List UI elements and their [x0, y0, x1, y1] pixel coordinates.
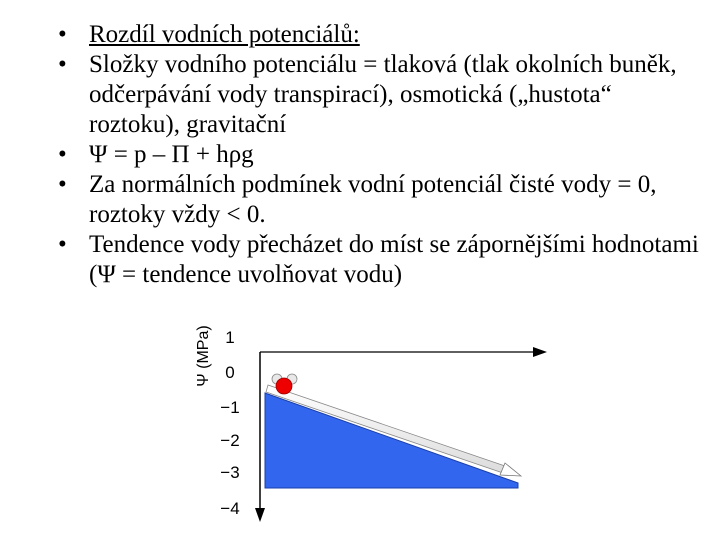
y-tick-label: −3 — [220, 463, 240, 482]
x-axis-arrow-icon — [533, 347, 547, 357]
bullet-text: Složky vodního potenciálu = tlaková (tlak okolních buněk, odčerpávání vody transpirací), osmotická („hustota“ roztoku), gravitační — [89, 51, 677, 138]
bullet-dot: • — [58, 21, 67, 48]
y-tick-label: 0 — [225, 363, 235, 382]
bullet-dot: • — [58, 141, 67, 168]
bullet-equation-text: Ψ = p – Π + hρg — [89, 141, 254, 168]
y-axis-arrow-icon — [255, 508, 265, 522]
bullet-text: Tendence vody přecházet do míst se zápornějšími hodnotami (Ψ = tendence uvolňovat vodu) — [89, 231, 699, 288]
y-tick-label: −4 — [220, 499, 240, 518]
bullet-heading-text: Rozdíl vodních potenciálů: — [89, 21, 360, 48]
y-tick-label: −2 — [220, 431, 240, 450]
bullet-dot: • — [58, 231, 67, 258]
potential-slope-area — [265, 393, 518, 488]
y-axis-label: Ψ (MPa) — [195, 325, 212, 387]
y-tick-labels — [220, 328, 239, 518]
bullet-dot: • — [58, 171, 67, 198]
bullet-text: Za normálních podmínek vodní potenciál čisté vody = 0, roztoky vždy < 0. — [89, 171, 657, 228]
x-axis — [260, 347, 547, 357]
y-axis — [255, 352, 265, 522]
y-tick-label: −1 — [220, 398, 240, 417]
y-tick-label: 1 — [225, 328, 235, 347]
bullet-dot: • — [58, 51, 67, 78]
